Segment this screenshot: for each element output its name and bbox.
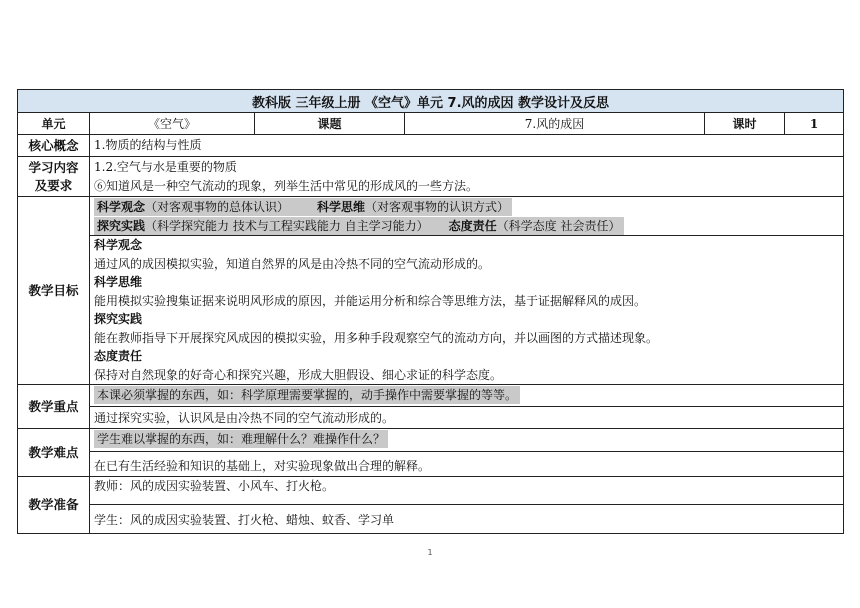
core-concept-row	[18, 135, 844, 157]
goal-1-heading: 科学观念	[94, 238, 143, 252]
attitude-note: （科学态度 社会责任）	[496, 218, 621, 233]
goals-cell	[90, 197, 844, 385]
key-points-row	[18, 385, 844, 429]
sci-concept-note: （对客观事物的总体认识）	[145, 200, 290, 214]
difficulties-hint: 学生难以掌握的东西，如：难理解什么？难操作什么？	[94, 430, 388, 448]
goal-3-text: 能在教师指导下开展探究风成因的模拟实验，用多种手段观察空气的流动方向，并以画图的方式描述现象。	[94, 330, 659, 345]
goal-1-text: 通过风的成因模拟实验，知道自然界的风是由冷热不同的空气流动形成的。	[94, 256, 491, 271]
preparation-teacher: 教师：风的成因实验装置、小风车、打火枪。	[94, 479, 335, 493]
goal-2-heading: 科学思维	[94, 275, 143, 289]
practice-tag: 探究实践	[97, 218, 146, 233]
goal-4-heading: 态度责任	[94, 349, 143, 363]
core-concept-text: 1.物质的结构与性质	[90, 135, 844, 157]
sci-thinking-tag: 科学思维	[317, 200, 366, 214]
goal-4-text: 保持对自然现象的好奇心和探究兴趣，形成大胆假设、细心求证的科学态度。	[94, 367, 503, 382]
hours-value: 1	[785, 113, 844, 135]
key-points-cell	[90, 385, 844, 429]
goals-row	[18, 197, 844, 385]
content-line-1: 1.2.空气与水是重要的物质	[94, 160, 237, 174]
preparation-label: 教学准备	[18, 477, 90, 534]
content-label	[18, 157, 90, 197]
practice-note: （科学探究能力 技术与工程实践能力 自主学习能力）	[145, 218, 429, 233]
difficulties-text: 在已有生活经验和知识的基础上，对实验现象做出合理的解释。	[90, 451, 843, 476]
goals-summary-line-2	[94, 217, 839, 236]
unit-label: 单元	[18, 113, 90, 135]
goal-3-heading: 探究实践	[94, 312, 143, 326]
document-title: 教科版 三年级上册 《空气》单元 7.风的成因 教学设计及反思	[18, 90, 844, 113]
title-row	[18, 90, 844, 113]
sci-concept-tag: 科学观念	[97, 200, 146, 214]
difficulties-cell	[90, 429, 844, 477]
header-row	[18, 113, 844, 135]
preparation-row	[18, 477, 844, 534]
goals-summary-line-1	[94, 198, 839, 217]
hours-label: 课时	[705, 113, 785, 135]
key-points-label: 教学重点	[18, 385, 90, 429]
lesson-plan-table	[17, 89, 844, 534]
topic-value: 7.风的成因	[405, 113, 705, 135]
key-points-hint: 本课必须掌握的东西，如：科学原理需要掌握的，动手操作中需要掌握的等等。	[94, 386, 520, 404]
difficulties-label: 教学难点	[18, 429, 90, 477]
goals-summary-highlight-1	[94, 198, 512, 216]
topic-label: 课题	[255, 113, 405, 135]
content-line-2: ⑥知道风是一种空气流动的现象，列举生活中常见的形成风的一些方法。	[94, 178, 479, 193]
unit-value: 《空气》	[90, 113, 255, 135]
goal-2-text: 能用模拟实验搜集证据来说明风形成的原因，并能运用分析和综合等思维方法，基于证据解释风的成因。	[94, 293, 647, 308]
sci-thinking-note: （对客观事物的认识方式）	[365, 200, 510, 214]
difficulties-row	[18, 429, 844, 477]
preparation-student: 学生：风的成因实验装置、打火枪、蜡烛、蚊香、学习单	[90, 504, 843, 534]
content-label-line-1: 学习内容	[28, 159, 79, 175]
attitude-tag: 态度责任	[448, 218, 497, 233]
goals-summary-highlight-2	[94, 217, 624, 235]
preparation-cell	[90, 477, 844, 534]
content-text	[90, 157, 844, 197]
page-number: 1	[427, 548, 433, 557]
goals-label: 教学目标	[18, 197, 90, 385]
content-label-line-2: 及要求	[34, 177, 73, 193]
content-row	[18, 157, 844, 197]
key-points-text: 通过探究实验，认识风是由冷热不同的空气流动形成的。	[90, 406, 843, 428]
core-concept-label: 核心概念	[18, 135, 90, 157]
